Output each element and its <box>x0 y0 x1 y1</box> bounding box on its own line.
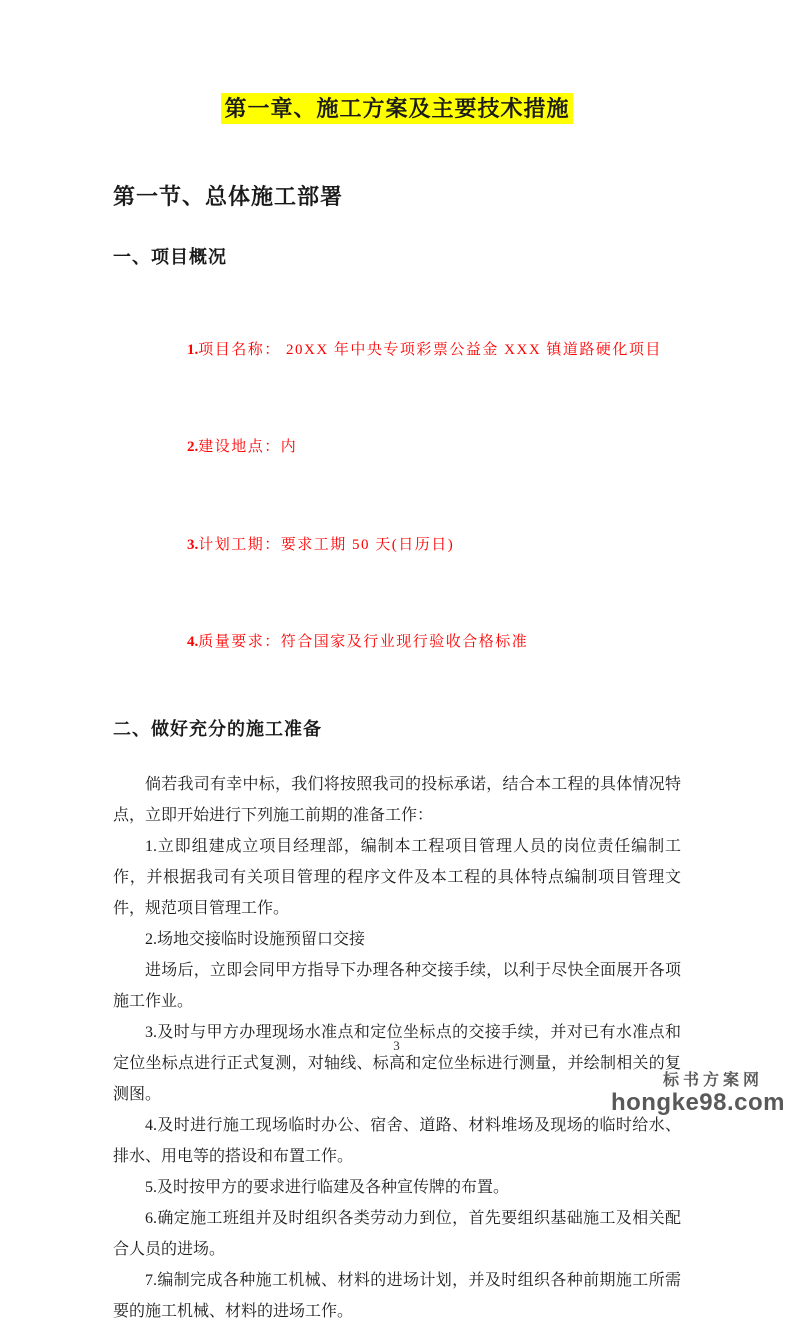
paragraph: 2.场地交接临时设施预留口交接 <box>145 931 366 948</box>
project-info-item-name <box>145 301 681 399</box>
item-value: 20XX 年中央专项彩票公益金 XXX 镇道路硬化项目 <box>280 341 662 358</box>
project-info-item-location <box>145 399 681 497</box>
project-info-item-quality <box>145 594 681 692</box>
paragraph: 倘若我司有幸中标，我们将按照我司的投标承诺，结合本工程的具体情况特点，立即开始进行下列施工前期的准备工作： <box>113 776 681 824</box>
chapter-title <box>113 93 681 128</box>
subsection-2-heading: 二、做好充分的施工准备 <box>113 719 322 739</box>
paragraph: 4.及时进行施工现场临时办公、宿舍、道路、材料堆场及现场的临时给水、排水、用电等的搭设和布置工作。 <box>113 1117 681 1165</box>
item-value: 符合国家及行业现行验收合格标准 <box>280 634 529 650</box>
page-number: 3 <box>393 1038 400 1053</box>
item-label: 质量要求： <box>198 634 281 650</box>
item-label: 建设地点： <box>198 439 281 455</box>
item-label: 计划工期： <box>198 536 281 553</box>
paragraph: 6.确定施工班组并及时组织各类劳动力到位，首先要组织基础施工及相关配合人员的进场。 <box>113 1210 681 1258</box>
section-title: 第一节、总体施工部署 <box>113 184 344 209</box>
paragraph: 7.编制完成各种施工机械、材料的进场计划，并及时组织各种前期施工所需要的施工机械、材料的进场工作。 <box>113 1272 681 1320</box>
paragraph: 5.及时按甲方的要求进行临建及各种宣传牌的布置。 <box>145 1179 510 1196</box>
paragraph: 1.立即组建成立项目经理部，编制本工程项目管理人员的岗位责任编制工作，并根据我司有关项目管理的程序文件及本工程的具体特点编制项目管理文件，规范项目管理工作。 <box>113 838 681 917</box>
chapter-title-text: 第一章、施工方案及主要技术措施 <box>221 93 572 124</box>
item-number: 3. <box>187 536 199 553</box>
subsection-1-heading: 一、项目概况 <box>113 247 227 267</box>
watermark-brand-name: 标书方案网 <box>662 1072 763 1089</box>
paragraph: 3.及时与甲方办理现场水准点和定位坐标点的交接手续，并对已有水准点和定位坐标点进行正式复测，对轴线、标高和定位坐标进行测量，并绘制相关的复测图。 <box>113 1024 681 1103</box>
item-number: 1. <box>187 341 199 358</box>
item-value: 内 <box>280 439 298 455</box>
item-label: 项目名称： <box>198 341 281 358</box>
project-info-item-schedule <box>145 496 681 594</box>
paragraph: 进场后，立即会同甲方指导下办理各种交接手续，以利于尽快全面展开各项施工作业。 <box>113 962 681 1010</box>
watermark-brand-url: hongke98.com <box>610 1089 785 1116</box>
project-info-list <box>145 301 681 691</box>
item-number: 4. <box>187 634 199 650</box>
watermark <box>611 1072 785 1116</box>
page-content <box>113 0 681 1327</box>
item-number: 2. <box>187 439 199 455</box>
item-value: 要求工期 50 天(日历日) <box>280 536 455 553</box>
